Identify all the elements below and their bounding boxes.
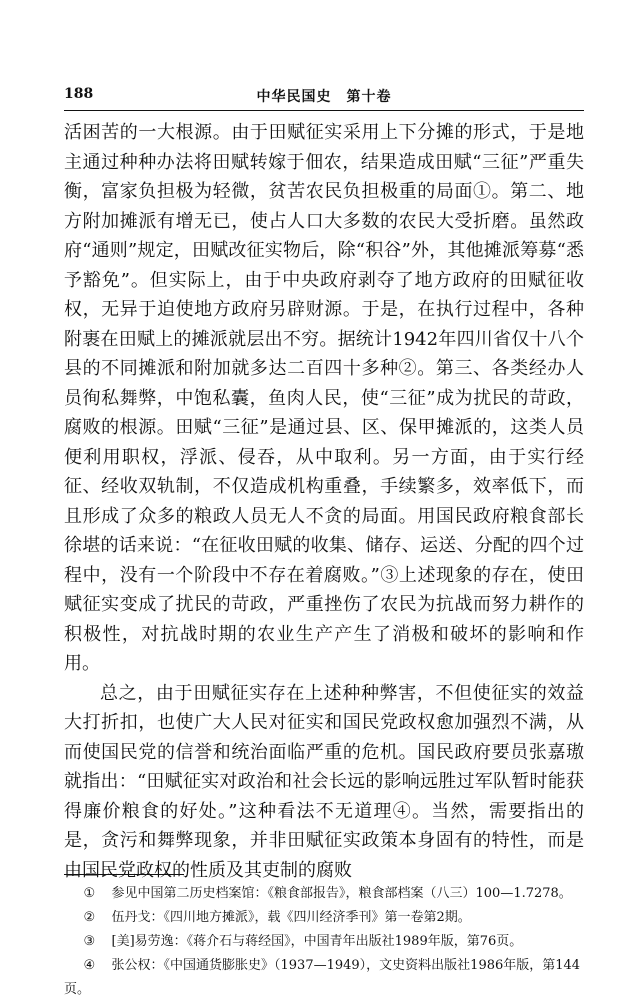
running-title: 中华民国史 第十卷 [256, 89, 392, 105]
header-rule [64, 110, 584, 111]
main-text [64, 118, 584, 885]
footnotes [64, 882, 584, 1002]
footnote-rule [64, 874, 184, 875]
footnote-text: [美]易劳逸：《蒋介石与蒋经国》，中国青年出版社1989年版，第76页。 [111, 934, 523, 949]
footnote-4 [64, 954, 584, 1002]
paragraph-2: 总之，由于田赋征实存在上述种种弊害，不但使征实的效益大打折扣，也使广大人民对征实和国民党政权愈加强烈不满，从而使国民党的信誉和统治面临严重的危机。国民政府要员张嘉璈就指出：“田赋征实对政治和社会长远的影响远胜过军队暂时能获得廉价粮食的好处。”这种看法不无道理④。当然，需要指出的是，贪污和舞弊现象，并非田赋征实政策本身固有的特性，而是由国民党政权的性质及其吏制的腐败 [64, 682, 584, 881]
footnote-mark: ④ [83, 958, 96, 973]
footnote-text: 伍丹戈：《四川地方摊派》，载《四川经济季刊》第一卷第2期。 [111, 910, 471, 925]
footnote-text: 参见中国第二历史档案馆：《粮食部报告》，粮食部档案（八三）100—1.7278。 [111, 886, 572, 901]
footnote-3 [64, 930, 584, 954]
footnote-mark: ② [83, 910, 96, 925]
page-header [64, 86, 584, 112]
page-number: 188 [64, 86, 94, 102]
footnote-mark: ③ [83, 934, 96, 949]
footnote-text: 张公权：《中国通货膨胀史》（1937—1949），文史资料出版社1986年版，第144页。 [64, 958, 581, 997]
footnote-mark: ① [83, 886, 96, 901]
footnote-1 [64, 882, 584, 906]
footnote-2 [64, 906, 584, 930]
paragraph-1: 活困苦的一大根源。由于田赋征实采用上下分摊的形式，于是地主通过种种办法将田赋转嫁于佃农，结果造成田赋“三征”严重失衡，富家负担极为轻微，贫苦农民负担极重的局面①。第二、地方附加摊派有增无已，使占人口大多数的农民大受折磨。虽然政府“通则”规定，田赋改征实物后，除“积谷”外，其他摊派筹募“悉予豁免”。但实际上，由于中央政府剥夺了地方政府的田赋征收权，无异于迫使地方政府另辟财源。于是，在执行过程中，各种附裹在田赋上的摊派就层出不穷。据统计1942年四川省仅十八个县的不同摊派和附加就多达二百四十多种②。第三、各类经办人员徇私舞弊，中饱私囊，鱼肉人民，使“三征”成为扰民的苛政，腐败的根源。田赋“三征”是通过县、区、保甲摊派的，这类人员便利用职权，浮派、侵吞，从中取利。另一方面，由于实行经征、经收双轨制，不仅造成机构重叠，手续繁多，效率低下，而且形成了众多的粮政人员无人不贪的局面。用国民政府粮食部长徐堪的话来说：“在征收田赋的收集、储存、运送、分配的四个过程中，没有一个阶段中不存在着腐败。”③上述现象的存在，使田赋征实变成了扰民的苛政，严重挫伤了农民为抗战而努力耕作的积极性，对抗战时期的农业生产产生了消极和破坏的影响和作用。 [64, 122, 584, 674]
